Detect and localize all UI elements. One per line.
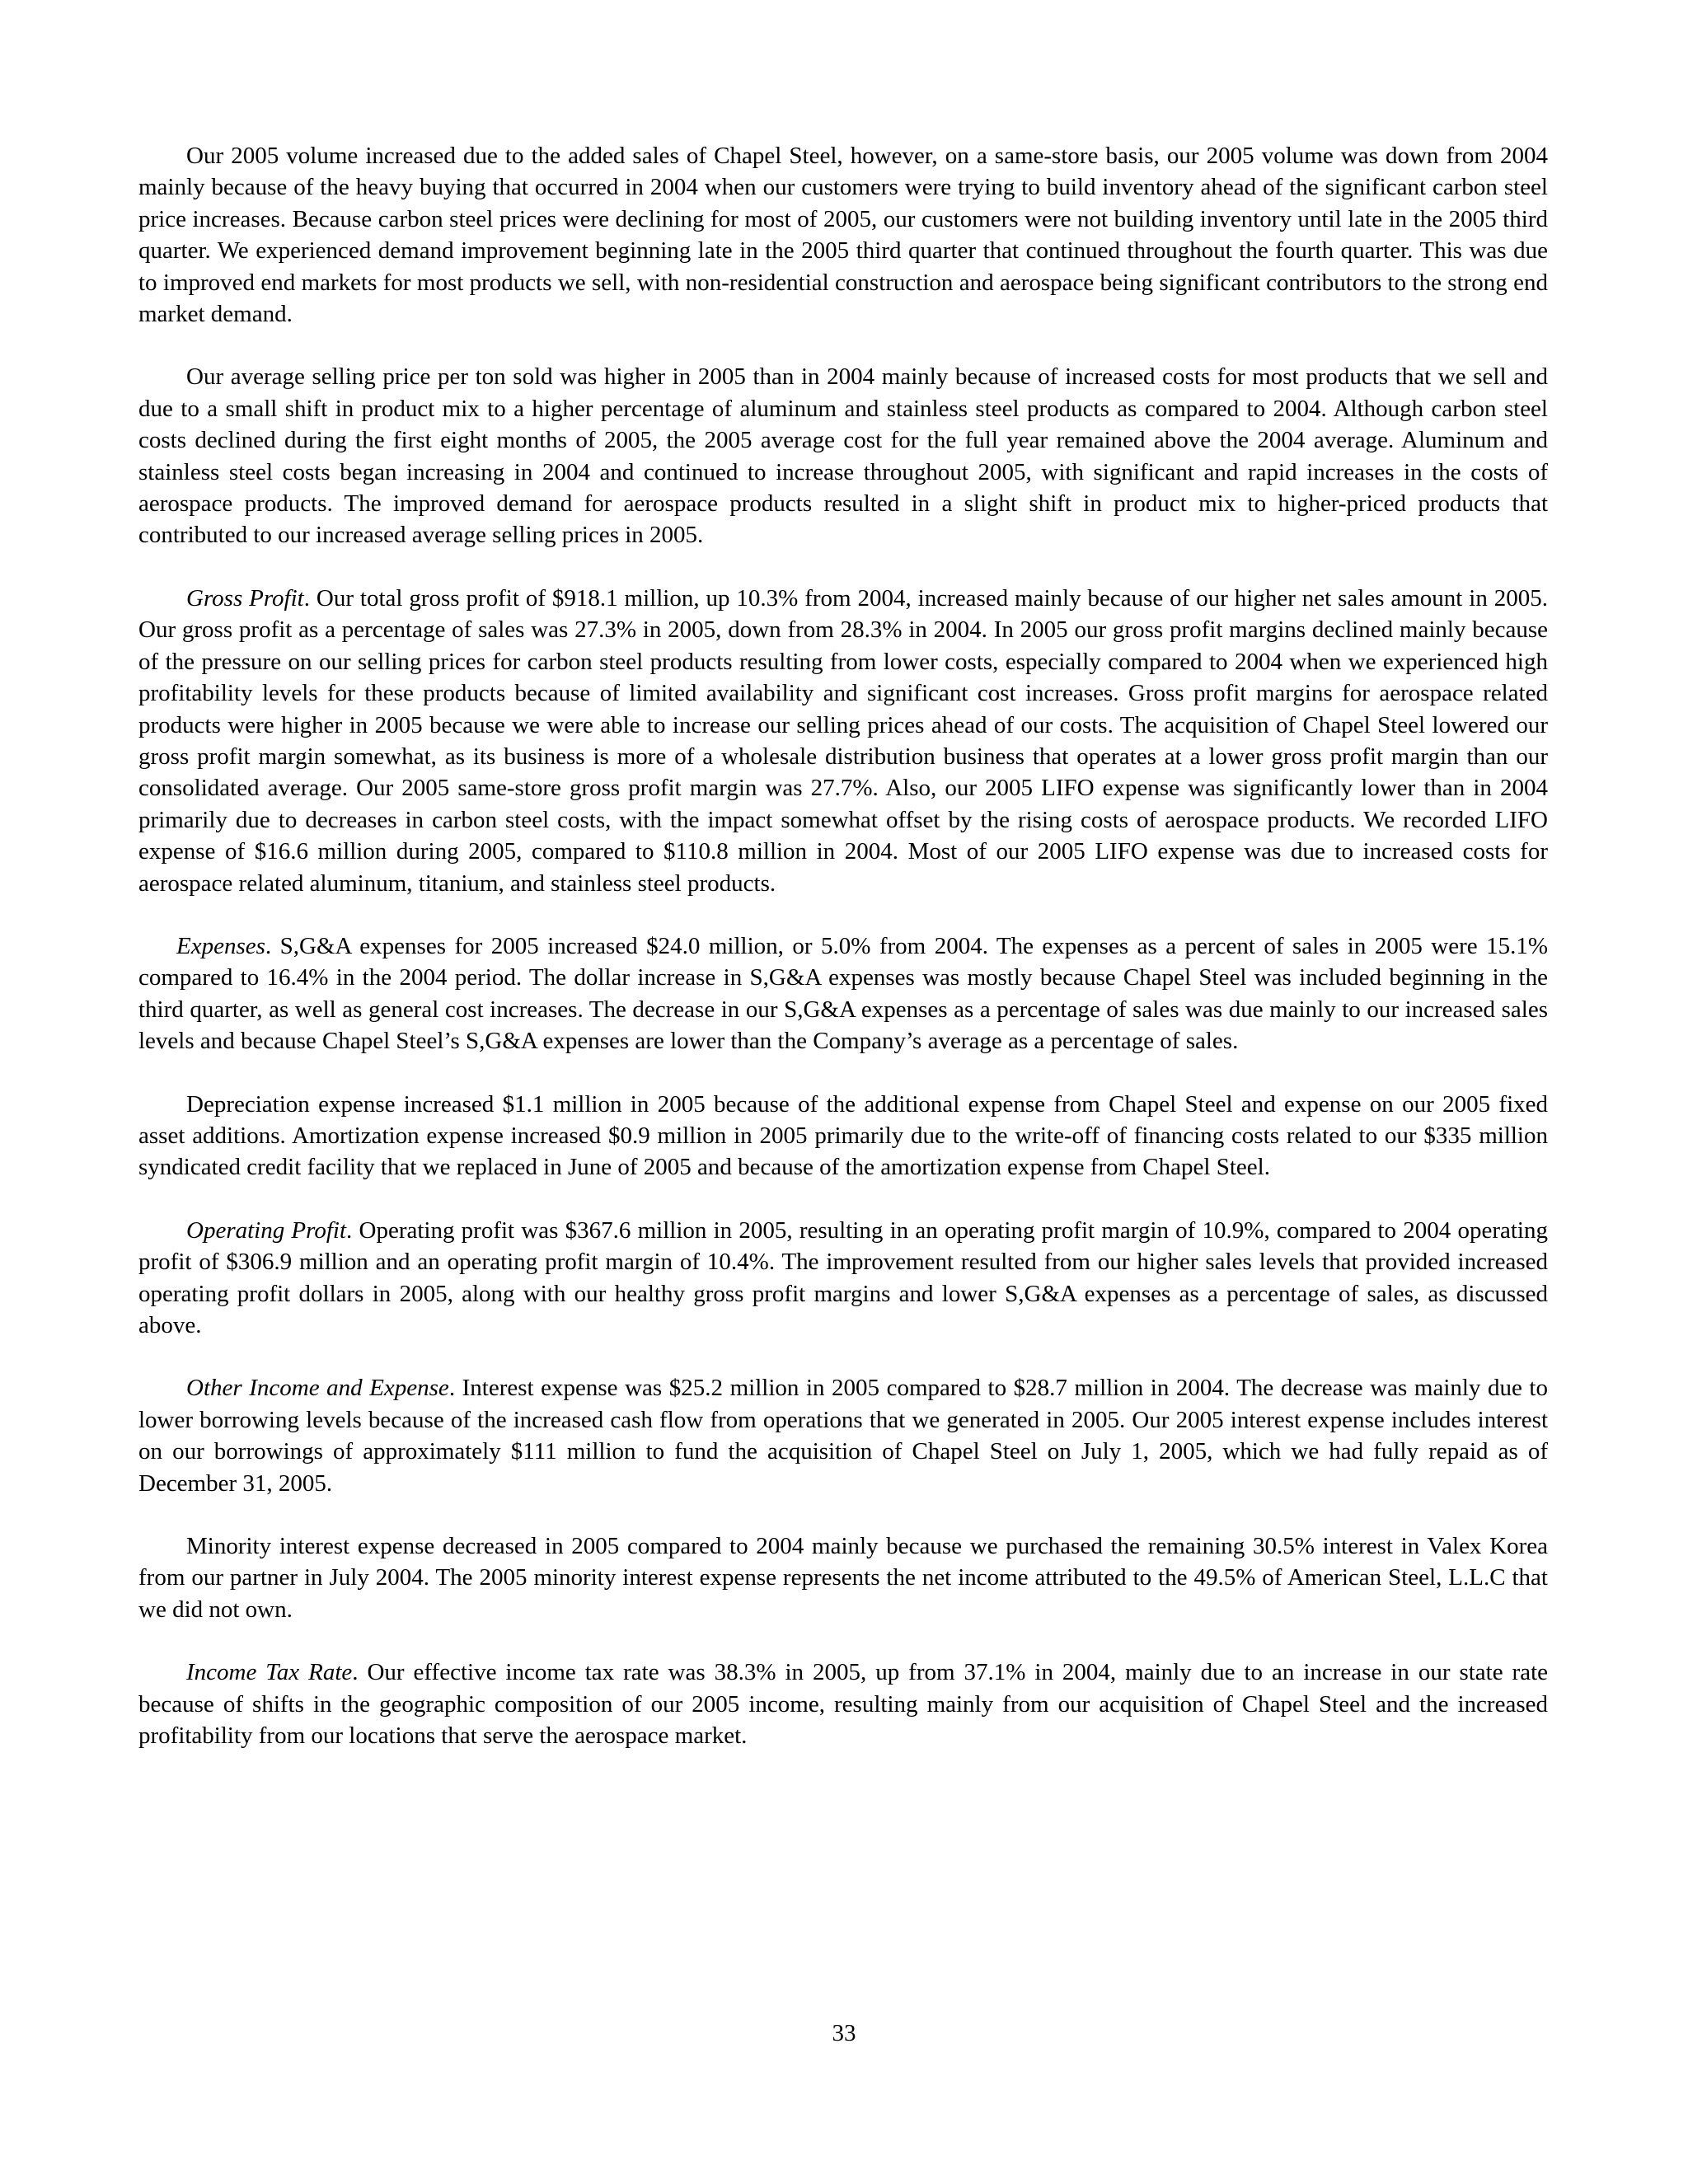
section-heading-operating-profit: Operating Profit [186,1216,347,1244]
paragraph-minority-interest [138,1530,1548,1625]
paragraph-text: . Our effective income tax rate was 38.3% in 2005, up from 37.1% in 2004, mainly due to an increase in our state rate because of shifts in the geographic composition of our 2005 income, resulting mainly from our acquisition of Chapel Steel and the increased profitability from our locations that serve the aerospace market. [138,1659,1549,1750]
paragraph-volume [138,140,1548,330]
page-number: 33 [832,2020,856,2046]
section-heading-income-tax-rate: Income Tax Rate [186,1659,353,1686]
paragraph-text: . Operating profit was $367.6 million in 2005, resulting in an operating profit margin of 10.9%, compared to 2004 operating profit of $306.9 million and an operating profit margin of 10.4%. The improvement resulted from our higher sales levels that provided increased operating profit dollars in 2005, along with our healthy gross profit margins and lower S,G&A expenses as a percentage of sales, as discussed above. [138,1216,1548,1338]
paragraph-text: Minority interest expense decreased in 2005 compared to 2004 mainly because we purchased the remaining 30.5% interest in Valex Korea from our partner in July 2004. The 2005 minority interest expense represents the net income attributed to the 49.5% of American Steel, L.L.C that we did not own. [138,1533,1548,1623]
section-heading-expenses: Expenses [176,932,265,959]
paragraph-text: . Our total gross profit of $918.1 million, up 10.3% from 2004, increased mainly because of our higher net sales amount in 2005. Our gross profit as a percentage of sales was 27.3% in 2005, down from 28.3% in 2004. In 2005 our gross profit margins declined mainly because of the pressure on our selling prices for carbon steel products resulting from lower costs, especially compared to 2004 when we experienced high profitability levels for these products because of limited availability and significant cost increases. Gross profit margins for aerospace related products were higher in 2005 because we were able to increase our selling prices ahead of our costs. The acquisition of Chapel Steel lowered our gross profit margin somewhat, as its business is more of a wholesale distribution business that operates at a lower gross profit margin than our consolidated average. Our 2005 same-store gross profit margin was 27.7%. Also, our 2005 LIFO expense was significantly lower than in 2004 primarily due to decreases in carbon steel costs, with the impact somewhat offset by the rising costs of aerospace products. We recorded LIFO expense of $16.6 million during 2005, compared to $110.8 million in 2004. Most of our 2005 LIFO expense was due to increased costs for aerospace related aluminum, titanium, and stainless steel products. [138,584,1548,897]
paragraph-text: Our 2005 volume increased due to the added sales of Chapel Steel, however, on a same-store basis, our 2005 volume was down from 2004 mainly because of the heavy buying that occurred in 2004 when our customers were trying to build inventory ahead of the significant carbon steel price increases. Because carbon steel prices were declining for most of 2005, our customers were not building inventory until late in the 2005 third quarter. We experienced demand improvement beginning late in the 2005 third quarter that continued throughout the fourth quarter. This was due to improved end markets for most products we sell, with non-residential construction and aerospace being significant contributors to the strong end market demand. [138,143,1548,328]
paragraph-text: Depreciation expense increased $1.1 million in 2005 because of the additional expense from Chapel Steel and expense on our 2005 fixed asset additions. Amortization expense increased $0.9 million in 2005 primarily due to the write-off of financing costs related to our $335 million syndicated credit facility that we replaced in June of 2005 and because of the amortization expense from Chapel Steel. [138,1090,1548,1181]
paragraph-income-tax-rate [138,1657,1548,1751]
paragraph-text: Our average selling price per ton sold was higher in 2005 than in 2004 mainly because of increased costs for most products that we sell and due to a small shift in product mix to a higher percentage of aluminum and stainless steel products as compared to 2004. Although carbon steel costs declined during the first eight months of 2005, the 2005 average cost for the full year remained above the 2004 average. Aluminum and stainless steel costs began increasing in 2004 and continued to increase throughout 2005, with significant and rapid increases in the costs of aerospace products. The improved demand for aerospace products resulted in a slight shift in product mix to higher-priced products that contributed to our increased average selling prices in 2005. [138,363,1548,549]
paragraph-gross-profit [138,583,1548,899]
paragraph-other-income-expense [138,1372,1548,1499]
section-heading-gross-profit: Gross Profit [186,584,304,612]
paragraph-depreciation [138,1089,1548,1183]
document-body [138,140,1548,1783]
paragraph-operating-profit [138,1215,1548,1342]
paragraph-expenses [138,930,1548,1057]
paragraph-text: . S,G&A expenses for 2005 increased $24.0 million, or 5.0% from 2004. The expenses as a percent of sales in 2005 were 15.1% compared to 16.4% in the 2004 period. The dollar increase in S,G&A expenses was mostly because Chapel Steel was included beginning in the third quarter, as well as general cost increases. The decrease in our S,G&A expenses as a percentage of sales was due mainly to our increased sales levels and because Chapel Steel’s S,G&A expenses are lower than the Company’s average as a percentage of sales. [138,932,1548,1055]
paragraph-average-selling-price [138,361,1548,551]
paragraph-text: . Interest expense was $25.2 million in 2005 compared to $28.7 million in 2004. The decrease was mainly due to lower borrowing levels because of the increased cash flow from operations that we generated in 2005. Our 2005 interest expense includes interest on our borrowings of approximately $111 million to fund the acquisition of Chapel Steel on July 1, 2005, which we had fully repaid as of December 31, 2005. [138,1375,1548,1497]
section-heading-other-income-expense: Other Income and Expense [186,1375,449,1402]
